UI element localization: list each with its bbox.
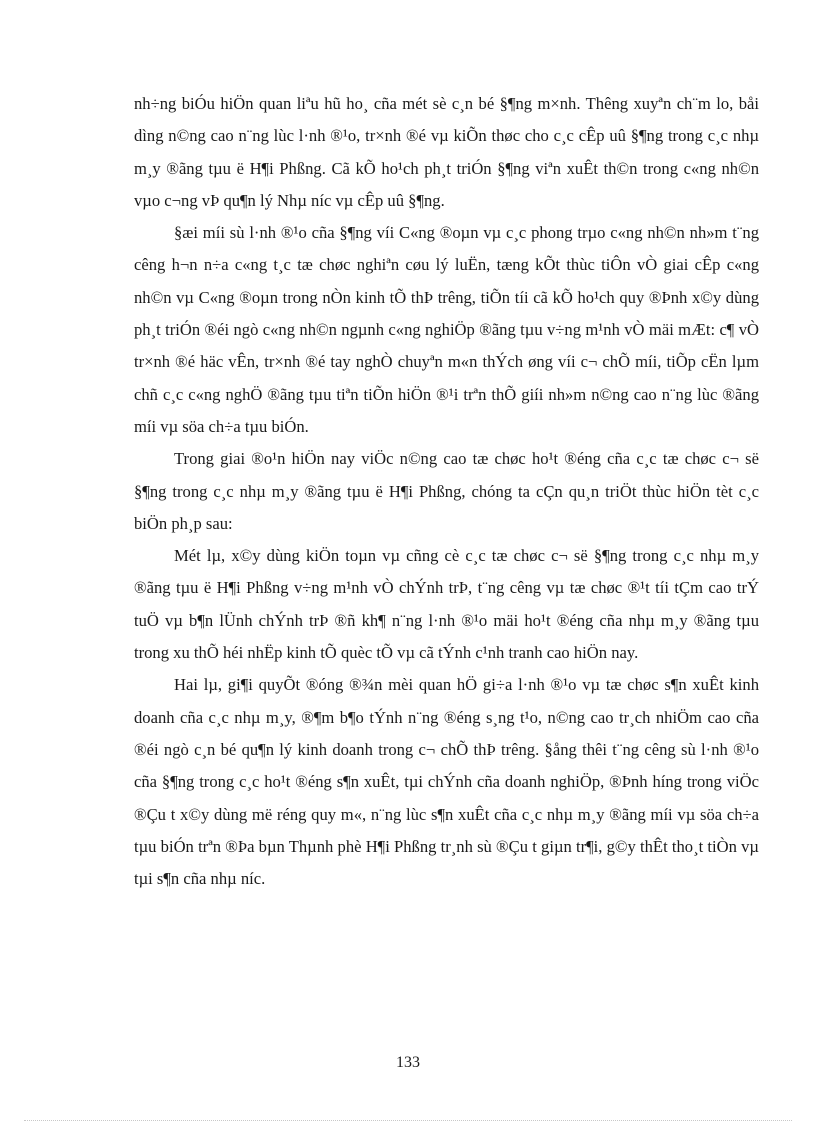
- paragraph-2: §æi míi sù l·nh ®¹o cña §¶ng víi C«ng ®oµn vµ c¸c phong trµo c«ng nh©n nh»m t¨ng cêng h¬n n÷a c«ng t¸c tæ chøc nghiªn cøu lý luËn, tæng kÕt thùc tiÔn vÒ giai cÊp c«ng nh©n vµ C«ng ®oµn trong nÒn kinh tÕ thÞ trêng, tiÕn tíi cã kÕ ho¹ch quy ®Þnh x©y dùng ph¸t triÓn ®éi ngò c«ng nh©n ngµnh c«ng nghiÖp ®ãng tµu v÷ng m¹nh vÒ mäi mÆt: c¶ vÒ tr×nh ®é häc vÊn, tr×nh ®é tay nghÒ chuyªn m«n thÝch øng víi c¬ chÕ míi, tiÕp cËn lµm chñ c¸c c«ng nghÖ ®ãng tµu tiªn tiÕn hiÖn ®¹i trªn thÕ giíi nh»m n©ng cao n¨ng lùc ®ãng míi vµ söa ch÷a tµu biÓn.: [134, 223, 759, 436]
- paragraph-3: Trong giai ®o¹n hiÖn nay viÖc n©ng cao tæ chøc ho¹t ®éng cña c¸c tæ chøc c¬ së §¶ng trong c¸c nhµ m¸y ®ãng tµu ë H¶i Phßng, chóng ta cÇn qu¸n triÖt thùc hiÖn tèt c¸c biÖn ph¸p sau:: [134, 449, 759, 533]
- body-text: [134, 88, 759, 895]
- page-number: 133: [396, 1054, 420, 1071]
- page-bottom-divider: [24, 1120, 792, 1121]
- paragraph-4: Mét lµ, x©y dùng kiÖn toµn vµ cñng cè c¸c tæ chøc c¬ së §¶ng trong c¸c nhµ m¸y ®ãng tµu ë H¶i Phßng v÷ng m¹nh vÒ chÝnh trÞ, t¨ng cêng vµ tæ chøc ®¹t tíi tÇm cao trÝ tuÖ vµ b¶n lÜnh chÝnh trÞ ®ñ kh¶ n¨ng l·nh ®¹o mäi ho¹t ®éng cña nhµ m¸y ®ãng tµu trong xu thÕ héi nhËp kinh tÕ quèc tÕ vµ cã tÝnh c¹nh tranh cao hiÖn nay.: [134, 546, 759, 663]
- paragraph-1: nh÷ng biÓu hiÖn quan liªu hũ ho¸ cña mét sè c¸n bé §¶ng m×nh. Thêng xuyªn ch¨m lo, båi dìng n©ng cao n¨ng lùc l·nh ®¹o, tr×nh ®é vµ kiÕn thøc cho c¸c cÊp uû §¶ng trong c¸c nhµ m¸y ®ãng tµu ë H¶i Phßng. Cã kÕ ho¹ch ph¸t triÓn §¶ng viªn xuÊt th©n trong c«ng nh©n vµo c¬ng vÞ qu¶n lý Nhµ níc vµ cÊp uû §¶ng.: [134, 94, 759, 210]
- paragraph-5: Hai lµ, gi¶i quyÕt ®óng ®¾n mèi quan hÖ gi÷a l·nh ®¹o vµ tæ chøc s¶n xuÊt kinh doanh cña c¸c nhµ m¸y, ®¶m b¶o tÝnh n¨ng ®éng s¸ng t¹o, n©ng cao tr¸ch nhiÖm cao cña ®éi ngò c¸n bé qu¶n lý kinh doanh trong c¬ chÕ thÞ trêng. §ång thêi t¨ng cêng sù l·nh ®¹o cña §¶ng trong c¸c ho¹t ®éng s¶n xuÊt, tµi chÝnh cña doanh nghiÖp, ®Þnh híng trong viÖc ®Çu t x©y dùng më réng quy m«, n¨ng lùc s¶n xuÊt cña c¸c nhµ m¸y ®ãng míi vµ söa ch÷a tµu biÓn trªn ®Þa bµn Thµnh phè H¶i Phßng tr¸nh sù ®Çu t giµn tr¶i, g©y thÊt tho¸t tiÒn vµ tµi s¶n cña nhµ níc.: [134, 675, 759, 889]
